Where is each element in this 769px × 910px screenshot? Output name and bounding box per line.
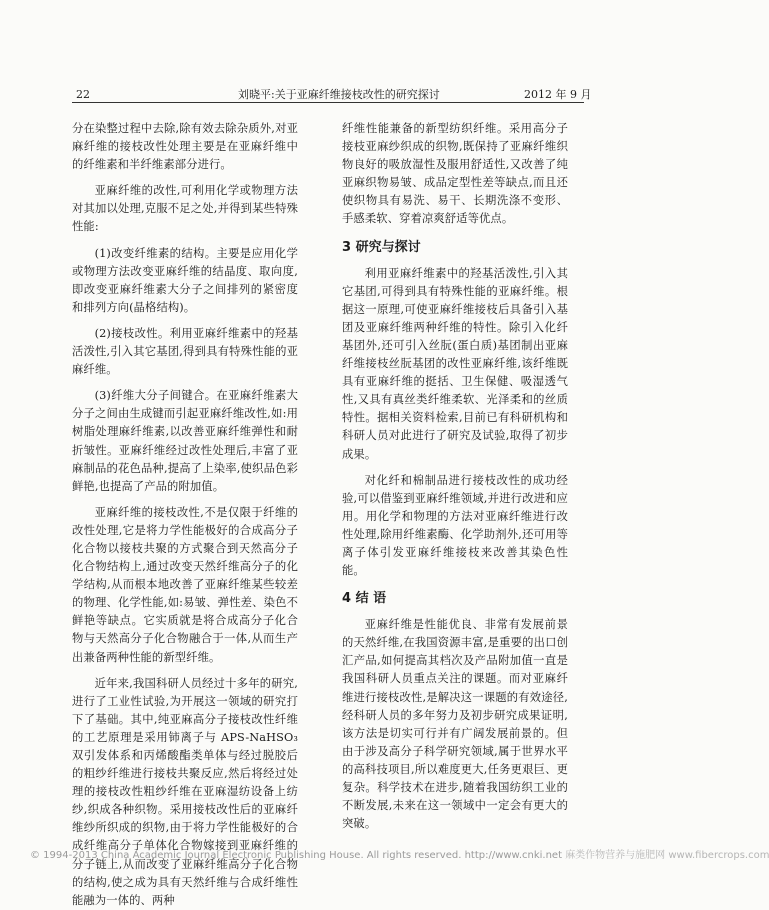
paragraph: 近年来,我国科研人员经过十多年的研究,进行了工业性试验,为开展这一领域的研究打下了基础。其中,纯亚麻高分子接枝改性纤维的工艺原理是采用铈离子与 APS-NaHSO₃ 双引发体系和丙烯酸酯类单体与经过脱胶后的粗纱纤维进行接枝共聚反应,然后将经过处理的接枝改性粗纱纤维在亚麻湿纺设备上纺纱,织成各种织物。采用接枝改性后的亚麻纤维纱所织成的织物,由于将力学性能极好的合成纤维高分子单体化合物嫁接到亚麻纤维的分子链上,从而改变了亚麻纤维高分子化合物的结构,使之成为具有天然纤维与合成纤维性能融为一体的、两种 [72,676,298,907]
paragraph: 亚麻纤维的接枝改性,不是仅限于纤维的改性处理,它是将力学性能极好的合成高分子化合物以接枝共聚的方式聚合到天然高分子化合物结构上,通过改变天然纤维高分子的化学结构,从而根本地改善了亚麻纤维某些较差的物理、化学性能,如:易皱、弹性差、染色不鲜艳等缺点。它实质就是将合成高分子化合物与天然高分子化合物融合于一体,从而生产出兼备两种性能的新型纤维。 [72,505,298,664]
issue-date: 2012 年 9 月 [524,88,592,101]
paragraph-continued: 分在染整过程中去除,除有效去除杂质外,对亚麻纤维的接枝改性处理主要是在亚麻纤维中的纤维素和半纤维素部分进行。 [72,122,298,172]
list-item: (1)改变纤维素的结构。主要是应用化学或物理方法改变亚麻纤维的结晶度、取向度,即改变亚麻纤维素大分子之间排列的紧密度和排列方向(晶格结构)。 [72,246,298,314]
running-title: 刘晓平:关于亚麻纤维接枝改性的研究探讨 [238,88,440,101]
header-rule [72,102,584,103]
right-column [342,120,568,833]
list-item: (3)纤维大分子间键合。在亚麻纤维素大分子之间由生成键而引起亚麻纤维改性,如:用树脂处理麻纤维素,以改善亚麻纤维弹性和耐折皱性。亚麻纤维经过改性处理后,丰富了亚麻制品的花色品种,提高了上染率,使织品色彩鲜艳,也提高了产品的附加值。 [72,389,298,493]
paragraph-continued: 纤维性能兼备的新型纺织纤维。采用高分子接枝亚麻纱织成的织物,既保持了亚麻纤维织物良好的吸放湿性及服用舒适性,又改善了纯亚麻织物易皱、成品定型性差等缺点,而且还使织物具有易洗、易干、长期洗涤不变形、手感柔软、穿着凉爽舒适等优点。 [342,122,568,226]
left-column [72,120,298,910]
paragraph: 亚麻纤维的改性,可利用化学或物理方法对其加以处理,克服不足之处,并得到某些特殊性能: [72,184,298,234]
section-heading: 4 结 语 [342,591,387,607]
copyright-notice: © 1994-2013 China Academic Journal Electronic Publishing House. All rights reserved. http://www.cnki.net [30,850,562,861]
footer [30,846,769,861]
section-heading: 3 研究与探讨 [342,239,421,255]
paragraph: 亚麻纤维是性能优良、非常有发展前景的天然纤维,在我国资源丰富,是重要的出口创汇产品,如何提高其档次及产品附加值一直是我国科研人员重点关注的课题。而对亚麻纤维进行接枝改性,是解决这一课题的有效途径,经科研人员的多年努力及初步研究成果证明,该方法是切实可行并有广阔发展前景的。但由于涉及高分子科学研究领域,属于世界水平的高科技项目,所以难度更大,任务更艰巨、更复杂。科学技术在进步,随着我国纺织工业的不断发展,未来在这一领域中一定会有更大的突破。 [342,618,568,831]
list-item: (2)接枝改性。利用亚麻纤维素中的羟基活泼性,引入其它基团,得到具有特殊性能的亚麻纤维。 [72,326,298,377]
site-watermark: 麻类作物营养与施肥网 www.fibercrops.com [565,850,769,861]
paragraph: 对化纤和棉制品进行接枝改性的成功经验,可以借鉴到亚麻纤维领域,并进行改进和应用。用化学和物理的方法对亚麻纤维进行改性处理,除用纤维素酶、化学助剂外,还可用等离子体引发亚麻纤维接枝来改善其染色性能。 [342,473,568,578]
paragraph: 利用亚麻纤维素中的羟基活泼性,引入其它基团,可得到具有特殊性能的亚麻纤维。根据这一原理,可使亚麻纤维接枝后具备引入基团及亚麻纤维两种纤维的特性。除引入化纤基团外,还可引入丝朊(蛋白质)基团制出亚麻纤维接枝丝朊基团的改性亚麻纤维,该纤维既具有亚麻纤维的挺括、卫生保健、吸湿透气性,又具有真丝类纤维柔软、光泽柔和的丝质特性。据相关资料检索,目前已有科研机构和科研人员对此进行了研究及试验,取得了初步成果。 [342,266,568,461]
page-number: 22 [76,88,90,101]
